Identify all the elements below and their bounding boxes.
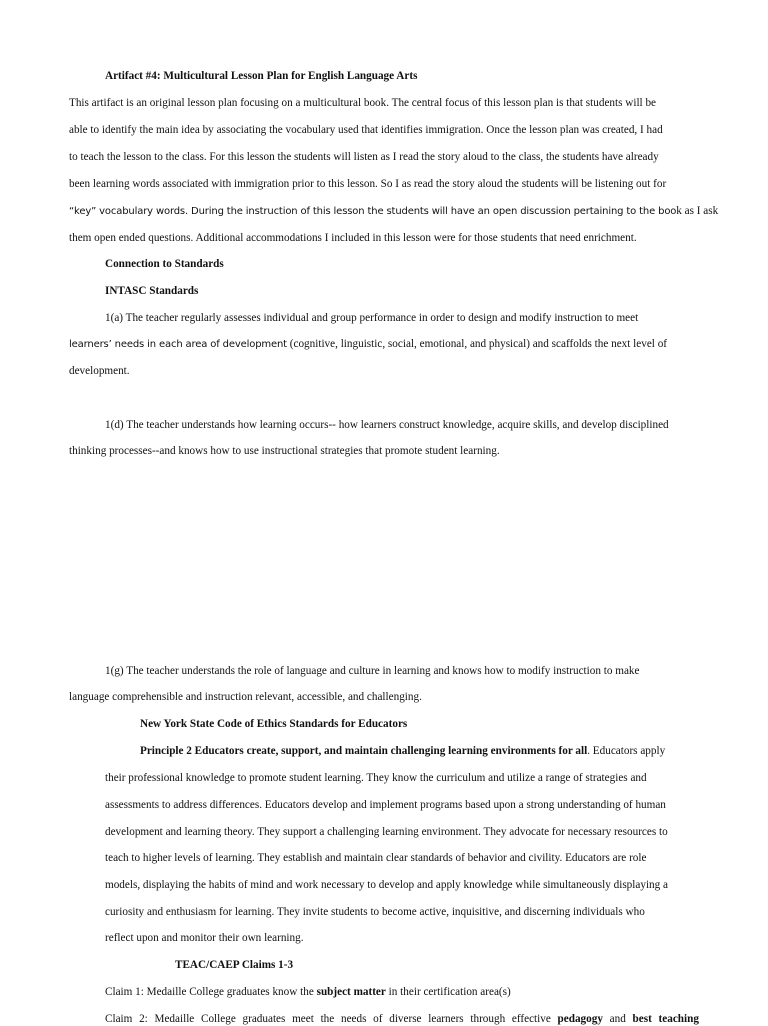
claim-1-pre: Claim 1: Medaille College graduates know the xyxy=(105,986,317,998)
standard-1g-line-1: 1(g) The teacher understands the role of language and culture in learning and knows how to modify instruction to make xyxy=(105,665,640,677)
claim-2-word: learners xyxy=(428,1013,464,1025)
standard-1a-line-2 xyxy=(69,337,667,352)
claim-2-word: of xyxy=(373,1013,383,1025)
intro-line-3: to teach the lesson to the class. For this lesson the students will listen as I read the story aloud to the class, the students have already xyxy=(69,151,659,163)
principle-2-line-4: development and learning theory. They support a challenging learning environment. They advocate for necessary resources to xyxy=(105,826,668,838)
standard-1a-line-1: 1(a) The teacher regularly assesses individual and group performance in order to design and modify instruction to meet xyxy=(105,312,639,324)
standard-1a-line-3: development. xyxy=(69,365,130,377)
principle-2-line-5: teach to higher levels of learning. They establish and maintain clear standards of behavior and civility. Educators are role xyxy=(105,852,647,864)
principle-2-line-2: their professional knowledge to promote student learning. They know the curriculum and utilize a range of strategies and xyxy=(105,772,647,784)
principle-2-title: Principle 2 Educators create, support, and maintain challenging learning environments for all xyxy=(140,745,588,757)
intro-line-5 xyxy=(69,204,718,219)
teac-caep-heading: TEAC/CAEP Claims 1-3 xyxy=(175,959,294,971)
intro-line-4: been learning words associated with immigration prior to this lesson. So I as read the story aloud the students will be listening out for xyxy=(69,178,667,190)
intro-line-1: This artifact is an original lesson plan focusing on a multicultural book. The central focus of this lesson plan is that students will be xyxy=(69,97,657,109)
claim-1-post: in their certification area(s) xyxy=(385,986,511,998)
connection-heading: Connection to Standards xyxy=(105,258,224,270)
claim-2-word: graduates xyxy=(242,1013,286,1025)
principle-2-line-8: reflect upon and monitor their own learning. xyxy=(105,932,304,944)
claim-2-word: the xyxy=(320,1013,335,1025)
intro-line-5-rest: k as I ask xyxy=(676,205,719,217)
principle-2-line-1 xyxy=(140,744,665,758)
claim-2-word: diverse xyxy=(389,1013,422,1025)
claim-2-teaching: teaching xyxy=(658,1013,699,1025)
principle-2-line-7: curiosity and enthusiasm for learning. They invite students to become active, inquisitive, and discerning individuals who xyxy=(105,906,645,918)
claim-2-word: needs xyxy=(340,1013,367,1025)
claim-2-word: meet xyxy=(292,1013,314,1025)
standard-1a-alt-font: learners’ needs in each area of development xyxy=(69,339,287,350)
claim-1-subject-matter: subject matter xyxy=(316,986,386,998)
intasc-heading: INTASC Standards xyxy=(105,285,199,297)
claim-2-word: effective xyxy=(511,1013,551,1025)
artifact-title: Artifact #4: Multicultural Lesson Plan for English Language Arts xyxy=(105,70,418,82)
intro-line-5-alt-font: “key” vocabulary words. During the instruction of this lesson the students will have an open discussion pertaining to the boo xyxy=(69,206,677,217)
principle-2-rest: . Educators apply xyxy=(587,745,666,757)
claim-2-word: 2: xyxy=(139,1013,148,1025)
claim-2-and: and xyxy=(609,1013,626,1025)
claim-2-word: through xyxy=(470,1013,506,1025)
standard-1g-line-2: language comprehensible and instruction relevant, accessible, and challenging. xyxy=(69,691,422,703)
claim-2-word: Claim xyxy=(105,1013,133,1025)
claim-2-best: best xyxy=(632,1013,652,1025)
principle-2-line-6: models, displaying the habits of mind and work necessary to develop and apply knowledge while simultaneously displaying a xyxy=(105,879,668,891)
principle-2-line-3: assessments to address differences. Educators develop and implement programs based upon a strong understanding of human xyxy=(105,799,666,811)
claim-1 xyxy=(105,985,511,999)
claim-2-word: College xyxy=(200,1013,236,1025)
standard-1d-line-2: thinking processes--and knows how to use instructional strategies that promote student learning. xyxy=(69,445,500,457)
intro-line-6: them open ended questions. Additional accommodations I included in this lesson were for those students that need enrichment. xyxy=(69,232,637,244)
standard-1d-line-1: 1(d) The teacher understands how learning occurs-- how learners construct knowledge, acquire skills, and develop disciplined xyxy=(105,419,669,431)
standard-1a-rest: (cognitive, linguistic, social, emotional, and physical) and scaffolds the next level of xyxy=(286,338,668,350)
claim-2-word: Medaille xyxy=(154,1013,195,1025)
intro-line-2: able to identify the main idea by associating the vocabulary used that identifies immigration. Once the lesson plan was created, I had xyxy=(69,124,663,136)
claim-2-pedagogy: pedagogy xyxy=(557,1013,603,1025)
nys-ethics-heading: New York State Code of Ethics Standards for Educators xyxy=(140,718,408,730)
